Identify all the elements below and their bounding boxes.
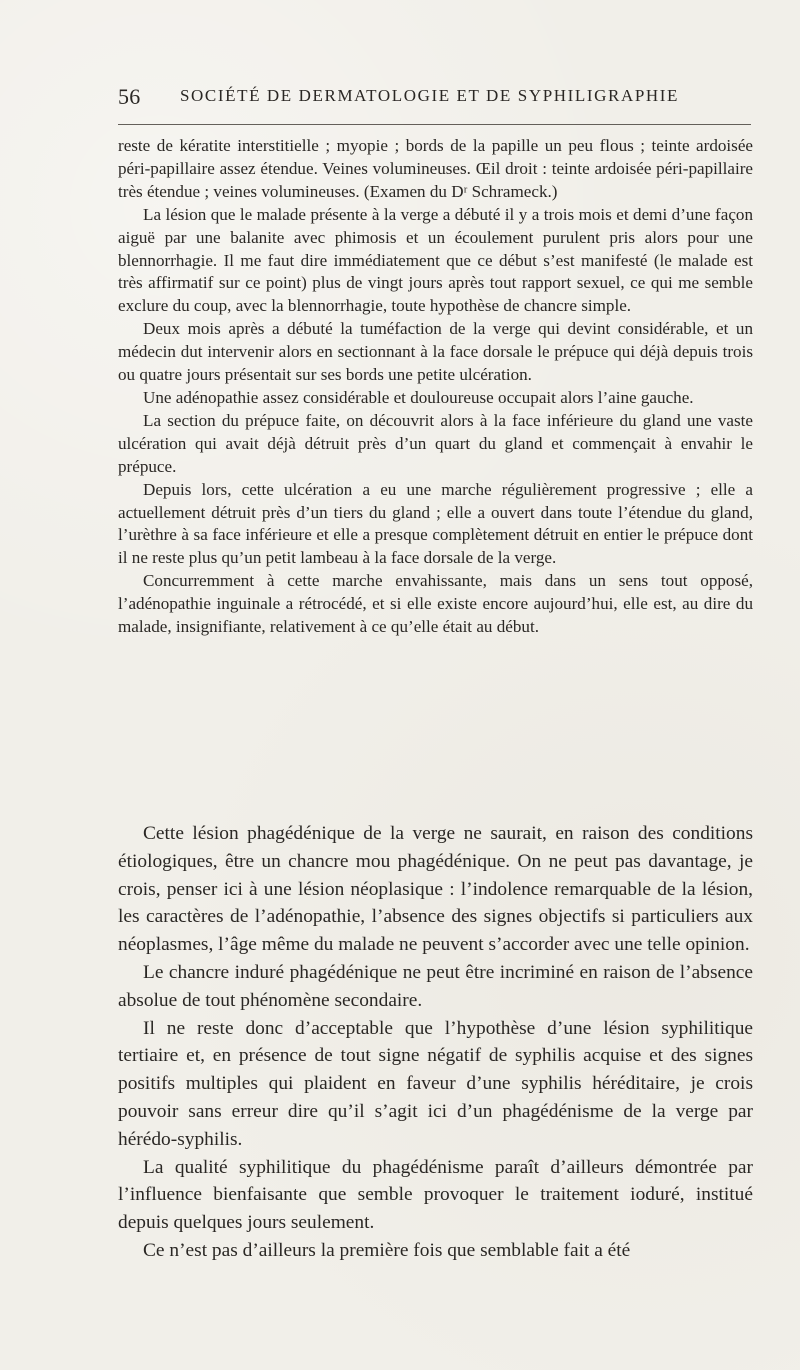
paragraph-main-2: Le chancre induré phagédénique ne peut être incriminé en raison de l’absence absolue de tout phénomène secondaire. bbox=[118, 961, 753, 1011]
paragraph-small-5: La section du prépuce faite, on découvrit alors à la face inférieure du gland une vaste ulcération qui avait déjà détruit près d’un quart du gland et commençait à envahir le prépuce. bbox=[118, 410, 753, 476]
paragraph-small-7: Concurremment à cette marche envahissante, mais dans un sens tout opposé, l’adénopathie inguinale a rétrocédé, et si elle existe encore aujourd’hui, elle est, au dire du malade, insignifiante, relativement à ce qu’elle était au début. bbox=[118, 571, 753, 637]
paragraph-small-4: Une adénopathie assez considérable et douloureuse occupait alors l’aine gauche. bbox=[143, 387, 694, 407]
paragraph-main-4: La qualité syphilitique du phagédénisme paraît d’ailleurs démontrée par l’influence bienfaisante que semble provoquer le traitement ioduré, institué depuis quelques jours seulement. bbox=[118, 1156, 753, 1234]
paragraph-main-3: Il ne reste donc d’acceptable que l’hypothèse d’une lésion syphilitique tertiaire et, en présence de tout signe négatif de syphilis acquise et des signes positifs multiples qui plaident en faveur d’une syphilis héréditaire, je crois pouvoir sans erreur dire qu’il s’agit ici d’un phagédénisme de la verge par hérédo-syphilis. bbox=[118, 1017, 753, 1150]
page-number: 56 bbox=[118, 84, 141, 109]
small-print-section bbox=[118, 135, 753, 639]
main-text-section bbox=[118, 820, 753, 1265]
running-head: SOCIÉTÉ DE DERMATOLOGIE ET DE SYPHILIGRAPHIE bbox=[180, 86, 680, 105]
paragraph-small-1: reste de kératite interstitielle ; myopie ; bords de la papille un peu flous ; teinte ardoisée péri-papillaire assez étendue. Veines volumineuses. Œil droit : teinte ardoisée péri-papillaire très étendue ; veines volumineuses. (Examen du Dʳ Schrameck.) bbox=[118, 136, 753, 201]
paragraph-small-6: Depuis lors, cette ulcération a eu une marche régulièrement progressive ; elle a actuellement détruit près d’un tiers du gland ; elle a ouvert dans toute l’étendue du gland, l’urèthre à sa face inférieure et elle a presque complètement détruit en entier le prépuce dont il ne reste plus qu’un petit lambeau à la face dorsale de la verge. bbox=[118, 479, 753, 568]
paragraph-main-5: Ce n’est pas d’ailleurs la première fois que semblable fait a été bbox=[143, 1239, 631, 1261]
paragraph-small-3: Deux mois après a débuté la tuméfaction de la verge qui devint considérable, et un médecin dut intervenir alors en sectionnant à la face dorsale le prépuce qui déjà depuis trois ou quatre jours présentait sur ses bords une petite ulcération. bbox=[118, 319, 753, 385]
page-header bbox=[118, 84, 753, 112]
header-rule bbox=[118, 124, 751, 125]
paragraph-main-1: Cette lésion phagédénique de la verge ne saurait, en raison des conditions étiologiques, être un chancre mou phagédénique. On ne peut pas davantage, je crois, penser ici à une lésion néoplasique : l’indolence remarquable de la lésion, les caractères de l’adénopathie, l’absence des signes objectifs si particuliers aux néoplasmes, l’âge même du malade ne peuvent s’accorder avec une telle opinion. bbox=[118, 823, 753, 956]
paragraph-small-2: La lésion que le malade présente à la verge a débuté il y a trois mois et demi d’une façon aiguë par une balanite avec phimosis et un écoulement purulent pris alors pour une blennorrhagie. Il me faut dire immédiatement que ce début s’est manifesté (le malade est très affirmatif sur ce point) plus de vingt jours après tout rapport sexuel, ce qui me semble exclure du coup, avec la blennorrhagie, toute hypothèse de chancre simple. bbox=[118, 204, 753, 316]
